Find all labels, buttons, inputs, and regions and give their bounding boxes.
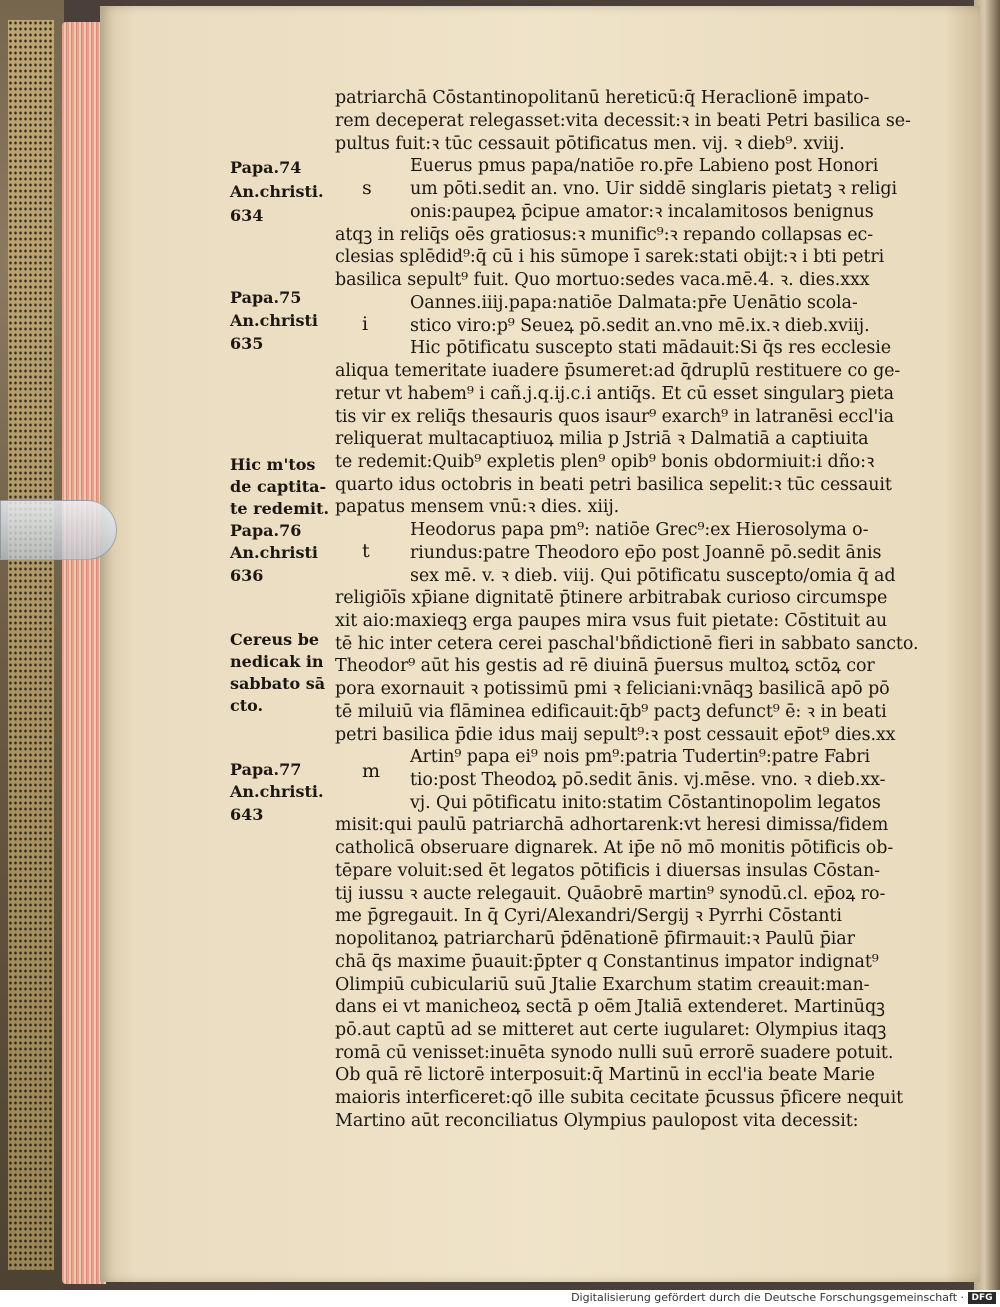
footer-bar	[0, 1290, 1000, 1307]
text-line: tij iussu ꝛ aucte relegauit. Quāobrē martin⁹ synodū.cl. ep̄oꝝ ro-	[335, 884, 886, 904]
text-line: tēpare voluit:sed ēt legatos pōtificis i diuersas insulas Cōstan-	[335, 861, 880, 881]
text-line: rem deceperat relegasset:vita decessit:ꝛ in beati Petri basilica se-	[335, 111, 911, 131]
text-line: Euerus pmus papa/natiōe ro.pr̄e Labieno post Honori	[410, 156, 879, 176]
margin-note-anno-christi: An.christi.	[230, 182, 324, 201]
text-line: pora exornauit ꝛ potissimū pmi ꝛ feliciani:vnāqꝫ basilicā apō pō	[335, 679, 890, 699]
text-line: vj. Qui pōtificatu inito:statim Cōstantinopolim legatos	[410, 793, 881, 813]
text-line: Heodorus papa pm⁹: natiōe Grec⁹:ex Hierosolyma o-	[410, 520, 869, 540]
text-line: aliqua temeritate iuadere p̄sumeret:ad q̄druplū restituere co ge-	[335, 361, 901, 381]
text-line: Ob quā rē lictorē interposuit:q̄ Martinū in eccl'ia beate Marie	[335, 1065, 875, 1085]
text-line: reliquerat multacaptiuoꝝ milia p Jstriā ꝛ Dalmatiā a captiuita	[335, 429, 869, 449]
guide-letter: i	[362, 313, 369, 335]
text-line: tio:post Theodoꝝ pō.sedit ānis. vj.mēse. vno. ꝛ dieb.xx-	[410, 770, 886, 790]
margin-note-papa-76: Papa.76	[230, 521, 302, 540]
text-line: um pōti.sedit an. vno. Uir siddē singlaris pietatꝫ ꝛ religi	[410, 179, 898, 199]
margin-note-anno-christi: An.christi	[230, 543, 318, 562]
margin-note-cereus: sabbato sā	[230, 674, 326, 693]
margin-note-papa-74: Papa.74	[230, 158, 302, 177]
margin-note-year: 634	[230, 206, 264, 225]
text-line: xit aio:maxieqꝫ erga paupes mira vsus fuit pietate: Cōstituit au	[335, 611, 887, 631]
text-line: maioris interficeret:qō ille subita cecitate p̄cussus p̄ficere nequit	[335, 1088, 904, 1108]
margin-note-year: 635	[230, 334, 264, 353]
text-line: tis vir ex reliq̄s thesauris quos isaur⁹ exarch⁹ in latranēsi eccl'ia	[335, 407, 894, 427]
text-line: Olimpiū cubiculariū suū Jtalie Exarchum statim creauit:man-	[335, 975, 870, 995]
text-line: romā cū venisset:inuēta synodo nulli suū errorē suadere potuit.	[335, 1043, 894, 1063]
margin-note-captives: te redemit.	[230, 499, 330, 518]
text-line: stico viro:p⁹ Seueꝝ pō.sedit an.vno mē.ix.ꝛ dieb.xviij.	[410, 316, 870, 336]
margin-note-captives: Hic m'tos	[230, 455, 316, 474]
text-line: Artin⁹ papa ei⁹ nois pm⁹:patria Tudertin⁹:patre Fabri	[410, 747, 871, 767]
margin-note-papa-77: Papa.77	[230, 760, 302, 779]
text-line: atqꝫ in reliq̄s oēs gratiosus:ꝛ munific⁹:ꝛ repando collapsas ec-	[335, 225, 874, 245]
text-line: patriarchā Cōstantinopolitanū hereticū:q̄ Heraclionē impato-	[335, 88, 870, 108]
guide-letter: m	[362, 760, 381, 782]
margin-note-papa-75: Papa.75	[230, 288, 302, 307]
text-line: Theodor⁹ aūt his gestis ad rē diuinā p̄uersus multoꝝ sctōꝝ cor	[335, 656, 875, 676]
text-line: quarto idus octobris in beati petri basilica sepelit:ꝛ tūc cessauit	[335, 475, 892, 495]
dfg-logo: DFG	[968, 1292, 996, 1304]
text-line: tē miluiū via flāminea edificauit:q̄b⁹ pactꝫ defunct⁹ ē: ꝛ in beati	[335, 702, 887, 722]
text-line: te redemit:Quib⁹ expletis plen⁹ opib⁹ bonis obdormiuit:i dño:ꝛ	[335, 452, 875, 472]
book-binding-left	[0, 0, 64, 1290]
text-line: basilica sepult⁹ fuit. Quo mortuo:sedes vaca.mē.4. ꝛ. dies.xxx	[335, 270, 870, 290]
text-line: petri basilica p̄die idus maij sepult⁹:ꝛ post cessauit ep̄ot⁹ dies.xx	[335, 725, 896, 745]
text-line: papatus mensem vnū:ꝛ dies. xiij.	[335, 497, 620, 517]
text-line: Hic pōtificatu suscepto stati mādauit:Si q̄s res ecclesie	[410, 338, 891, 358]
margin-note-year: 636	[230, 566, 264, 585]
text-line: misit:qui paulū patriarchā adhortarenk:vt heresi dimissa/fidem	[335, 815, 889, 835]
text-line: nopolitanoꝝ patriarcharū p̄dēnationē p̄firmauit:ꝛ Paulū p̄iar	[335, 929, 855, 949]
text-line: riundus:patre Theodoro ep̄o post Joannē pō.sedit ānis	[410, 543, 882, 563]
text-line: chā q̄s maxime p̄uauit:p̄pter q Constantinus impator indignat⁹	[335, 952, 879, 972]
margin-note-anno-christi: An.christi.	[230, 782, 324, 801]
footer-credit: Digitalisierung gefördert durch die Deutsche Forschungsgemeinschaft ·	[571, 1291, 964, 1304]
guide-letter: s	[362, 177, 372, 199]
text-line: retur vt habem⁹ i cañ.j.q.ij.c.i antiq̄s. Et cū esset singularꝫ pieta	[335, 384, 894, 404]
margin-note-cereus: Cereus be	[230, 630, 320, 649]
transparent-page-clip	[0, 500, 117, 560]
text-line: Oannes.iiij.papa:natiōe Dalmata:pr̄e Uenātio scola-	[410, 293, 858, 313]
text-line: sex mē. v. ꝛ dieb. viij. Qui pōtificatu suscepto/omia q̄ ad	[410, 566, 896, 586]
margin-note-year: 643	[230, 805, 264, 824]
text-line: onis:paupeꝝ p̄cipue amator:ꝛ incalamitosos benignus	[410, 202, 874, 222]
text-line: me p̄gregauit. In q̄ Cyri/Alexandri/Sergij ꝛ Pyrrhi Cōstanti	[335, 906, 842, 926]
margin-note-captives: de captita-	[230, 477, 327, 496]
text-line: religiōīs xp̄iane dignitatē p̄tinere arbitrabak curioso circumspe	[335, 588, 888, 608]
margin-note-anno-christi: An.christi	[230, 311, 318, 330]
margin-note-cereus: cto.	[230, 696, 264, 715]
text-line: pō.aut captū ad se mitteret aut certe iugularet: Olympius itaqꝫ	[335, 1020, 887, 1040]
guide-letter: t	[362, 540, 370, 562]
text-line: clesias splēdid⁹:q̄ cū i his sūmope ī sarek:stati obijt:ꝛ i bti petri	[335, 247, 885, 267]
margin-note-cereus: nedicak in	[230, 652, 324, 671]
text-line: dans ei vt manicheoꝝ sectā p oēm Jtaliā extenderet. Martinūqꝫ	[335, 997, 885, 1017]
text-line: pultus fuit:ꝛ tūc cessauit pōtificatus men. vij. ꝛ dieb⁹. xviij.	[335, 134, 845, 154]
text-line: tē hic inter cetera cerei paschal'bñdictionē fieri in sabbato sancto.	[335, 634, 919, 654]
text-line: Martino aūt reconciliatus Olympius paulopost vita decessit:	[335, 1111, 859, 1131]
text-line: catholicā obseruare dignarek. At ip̄e nō mō monitis pōtificis ob-	[335, 838, 894, 858]
